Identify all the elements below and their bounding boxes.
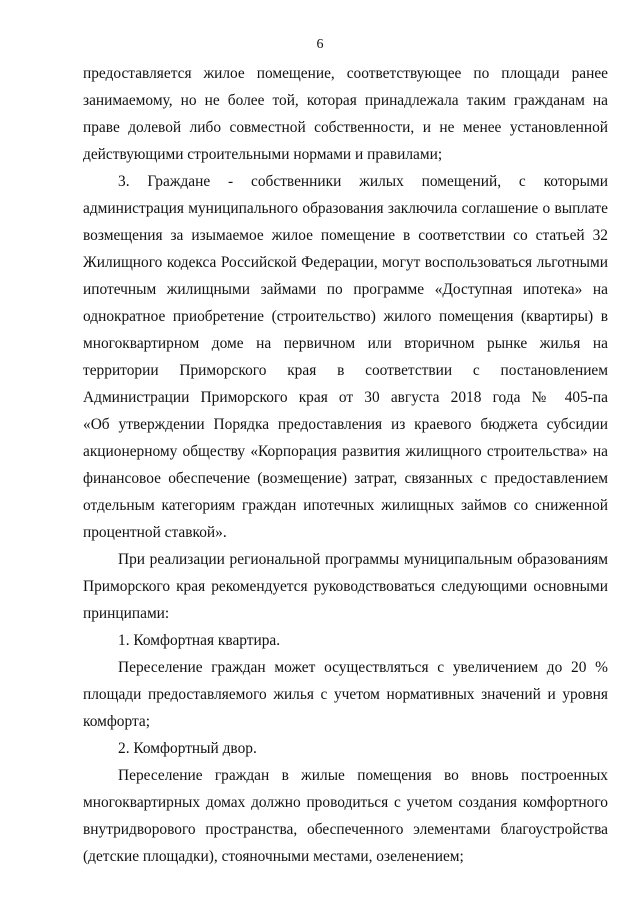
text-line: администрация муниципального образования заключила соглашение о выплате: [83, 200, 608, 217]
text-line: Переселение граждан может осуществляться с увеличением до 20 %: [118, 659, 608, 676]
text-line: возмещения за изымаемое жилое помещение в соответствии со статьей 32: [83, 227, 608, 244]
text-line: акционерному обществу «Корпорация развития жилищного строительства» на: [83, 443, 608, 460]
text-line: Жилищного кодекса Российской Федерации, могут воспользоваться льготными: [83, 254, 608, 271]
text-line: «Об утверждении Порядка предоставления из краевого бюджета субсидии: [83, 416, 608, 433]
page-number: 6: [316, 37, 324, 52]
text-line: действующими строительными нормами и правилами;: [83, 146, 443, 163]
text-line: многоквартирных домах должно проводиться с учетом создания комфортного: [83, 794, 608, 811]
list-item-heading: 1. Комфортная квартира.: [118, 632, 281, 649]
text-line: многоквартирном доме на первичном или вторичном рынке жилья на: [83, 335, 608, 352]
text-line: занимаемому, но не более той, которая принадлежала таким гражданам на: [83, 92, 608, 109]
text-line: (детские площадки), стояночными местами, озеленением;: [83, 848, 464, 865]
text-line: процентной ставкой».: [83, 524, 227, 541]
text-line: принципами:: [83, 605, 170, 622]
text-line: праве долевой либо совместной собственности, и не менее установленной: [83, 119, 608, 136]
text-line: Приморского края рекомендуется руководствоваться следующими основными: [83, 578, 608, 595]
text-line: финансовое обеспечение (возмещение) затрат, связанных с предоставлением: [83, 470, 608, 487]
text-line: Переселение граждан в жилые помещения во вновь построенных: [118, 767, 608, 784]
text-line: отдельным категориям граждан ипотечных жилищных займов со сниженной: [83, 497, 608, 514]
text-line: внутридворового пространства, обеспеченного элементами благоустройства: [83, 821, 608, 838]
text-line: ипотечным жилищными займами по программе «Доступная ипотека» на: [83, 281, 608, 298]
text-line: площади предоставляемого жилья с учетом нормативных значений и уровня: [83, 686, 608, 703]
text-line: территории Приморского края в соответствии с постановлением: [83, 362, 608, 379]
list-item-heading: 2. Комфортный двор.: [118, 740, 257, 757]
text-line: предоставляется жилое помещение, соответствующее по площади ранее: [83, 65, 608, 82]
text-line: 3. Граждане - собственники жилых помещений, с которыми: [118, 173, 608, 190]
text-line: Администрации Приморского края от 30 августа 2018 года № 405-па: [83, 389, 608, 406]
text-line: При реализации региональной программы муниципальным образованиям: [118, 551, 608, 568]
text-line: комфорта;: [83, 713, 151, 730]
text-line: однократное приобретение (строительство) жилого помещения (квартиры) в: [83, 308, 608, 325]
